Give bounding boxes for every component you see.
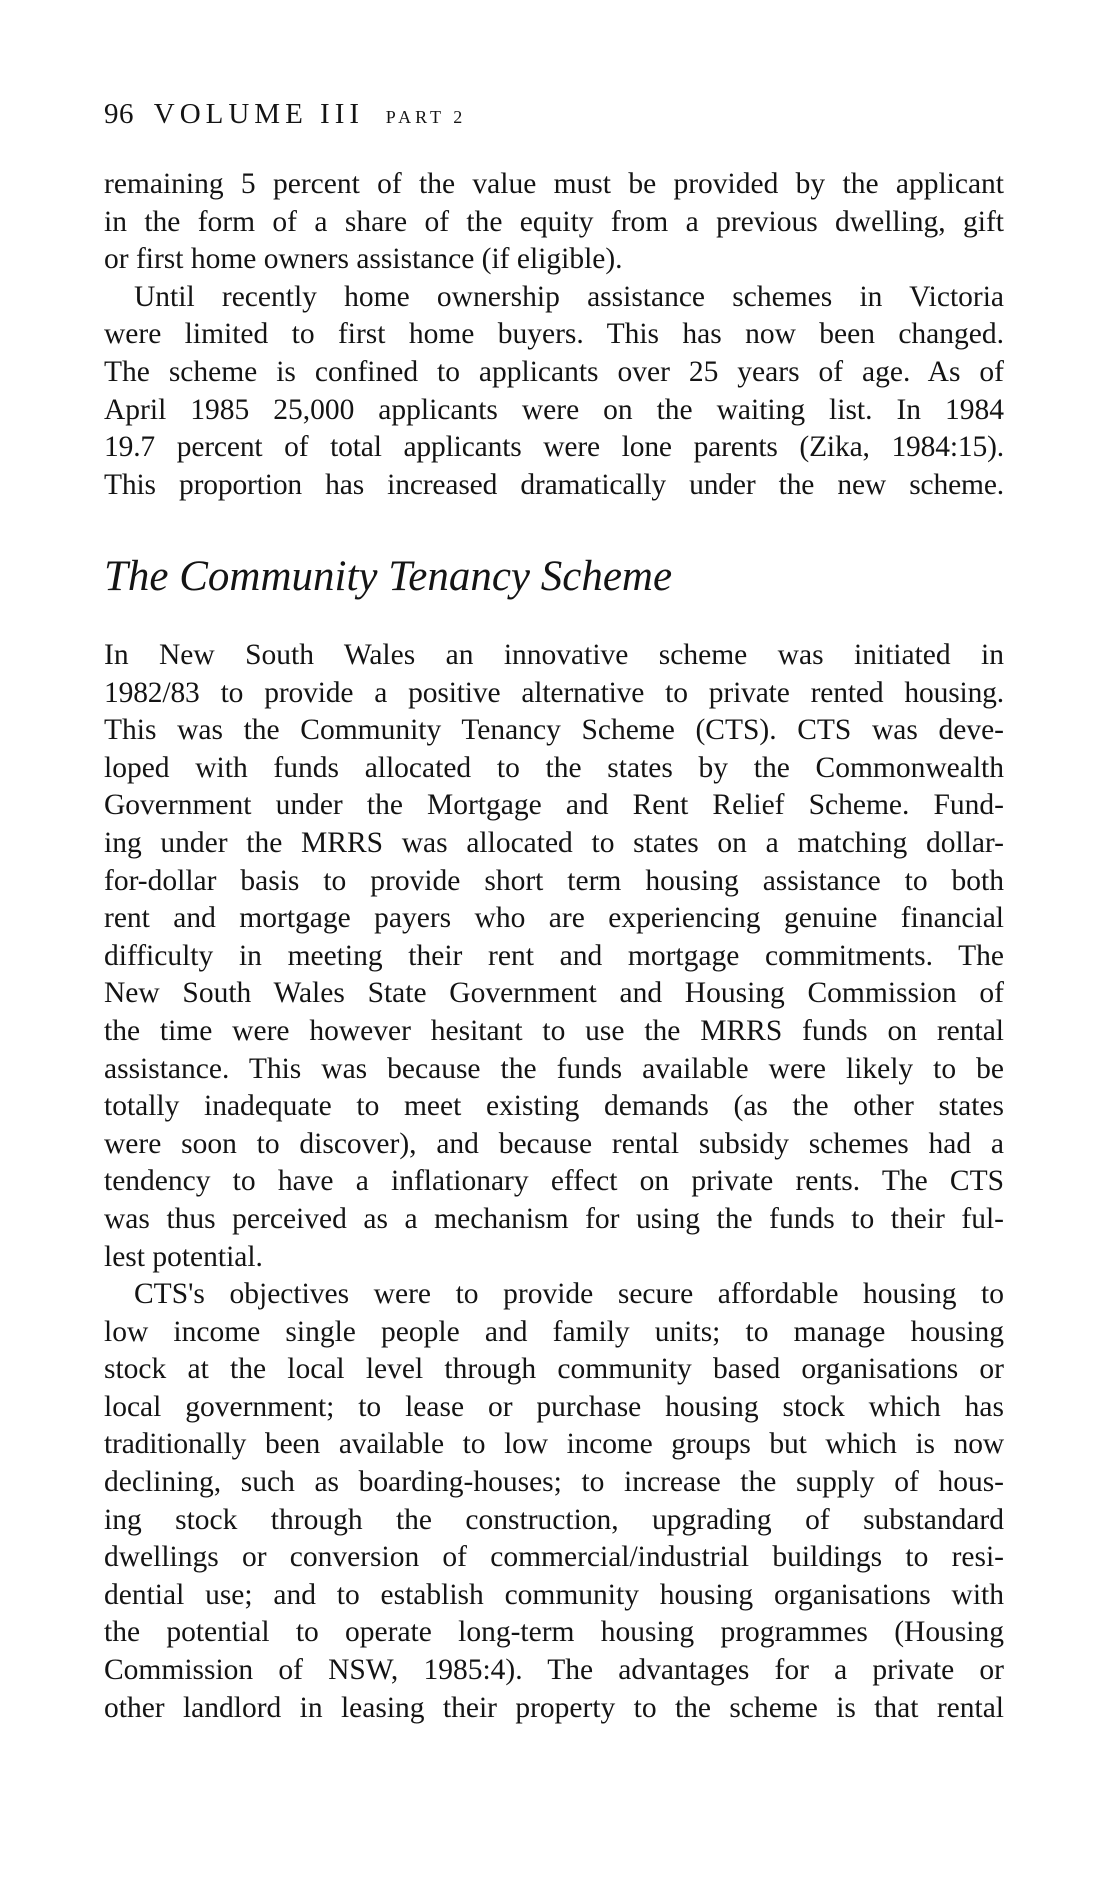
text-line: was thus perceived as a mechanism for using the funds to their ful- [104,1202,1004,1235]
text-block-main [104,637,1004,1727]
text-line: loped with funds allocated to the states by the Commonwealth [104,751,1004,784]
text-line: New South Wales State Government and Housing Commission of [104,977,1004,1010]
text-line: the potential to operate long-term housing programmes (Housing [104,1616,1004,1649]
text-line: The scheme is confined to applicants over 25 years of age. As of [104,355,1004,388]
text-line: declining, such as boarding-houses; to increase the supply of hous- [104,1466,1004,1499]
text-line: April 1985 25,000 applicants were on the waiting list. In 1984 [104,393,1004,426]
text-line: traditionally been available to low income groups but which is now [104,1428,1004,1461]
text-line: or first home owners assistance (if eligible). [104,243,623,276]
part-label: PART 2 [385,107,467,127]
text-line: ing stock through the construction, upgrading of substandard [104,1503,1004,1536]
text-line: assistance. This was because the funds available were likely to be [104,1052,1004,1085]
text-line: difficulty in meeting their rent and mortgage commitments. The [104,939,1004,972]
text-block-top [104,166,1004,504]
text-line: Government under the Mortgage and Rent Relief Scheme. Fund- [104,789,1004,822]
text-line: tendency to have a inflationary effect on private rents. The CTS [104,1165,1004,1198]
text-line: CTS's objectives were to provide secure affordable housing to [134,1278,1004,1311]
text-line: the time were however hesitant to use the MRRS funds on rental [104,1014,1004,1047]
text-line: 19.7 percent of total applicants were lone parents (Zika, 1984:15). [104,431,1004,464]
text-line: remaining 5 percent of the value must be provided by the applicant [104,168,1004,200]
section-heading: The Community Tenancy Scheme [104,553,673,600]
text-line: Until recently home ownership assistance schemes in Victoria [134,280,1004,313]
text-line: Commission of NSW, 1985:4). The advantages for a private or [104,1654,1004,1687]
text-line: local government; to lease or purchase housing stock which has [104,1390,1004,1423]
volume-label: VOLUME III [153,98,365,130]
text-line: were soon to discover), and because rental subsidy schemes had a [104,1127,1004,1160]
text-line: This proportion has increased dramatically under the new scheme. [104,468,1004,501]
text-line: rent and mortgage payers who are experiencing genuine financial [104,902,1004,935]
text-line: other landlord in leasing their property to the scheme is that rental [104,1691,1004,1724]
text-line: low income single people and family units; to manage housing [104,1315,1004,1348]
text-line: were limited to first home buyers. This has now been changed. [104,318,1004,351]
text-line: totally inadequate to meet existing demands (as the other states [104,1090,1004,1123]
text-line: dential use; and to establish community housing organisations with [104,1578,1004,1611]
text-line: in the form of a share of the equity from a previous dwelling, gift [104,205,1004,238]
text-line: In New South Wales an innovative scheme was initiated in [104,639,1004,671]
text-line: ing under the MRRS was allocated to states on a matching dollar- [104,826,1004,859]
running-head [104,98,466,131]
page-number: 96 [104,98,134,130]
text-line: dwellings or conversion of commercial/industrial buildings to resi- [104,1541,1004,1574]
text-line: stock at the local level through community based organisations or [104,1353,1004,1386]
text-line: This was the Community Tenancy Scheme (CTS). CTS was deve- [104,714,1004,747]
text-line: for-dollar basis to provide short term housing assistance to both [104,864,1004,897]
text-line: lest potential. [104,1240,263,1273]
text-line: 1982/83 to provide a positive alternative to private rented housing. [104,676,1004,709]
